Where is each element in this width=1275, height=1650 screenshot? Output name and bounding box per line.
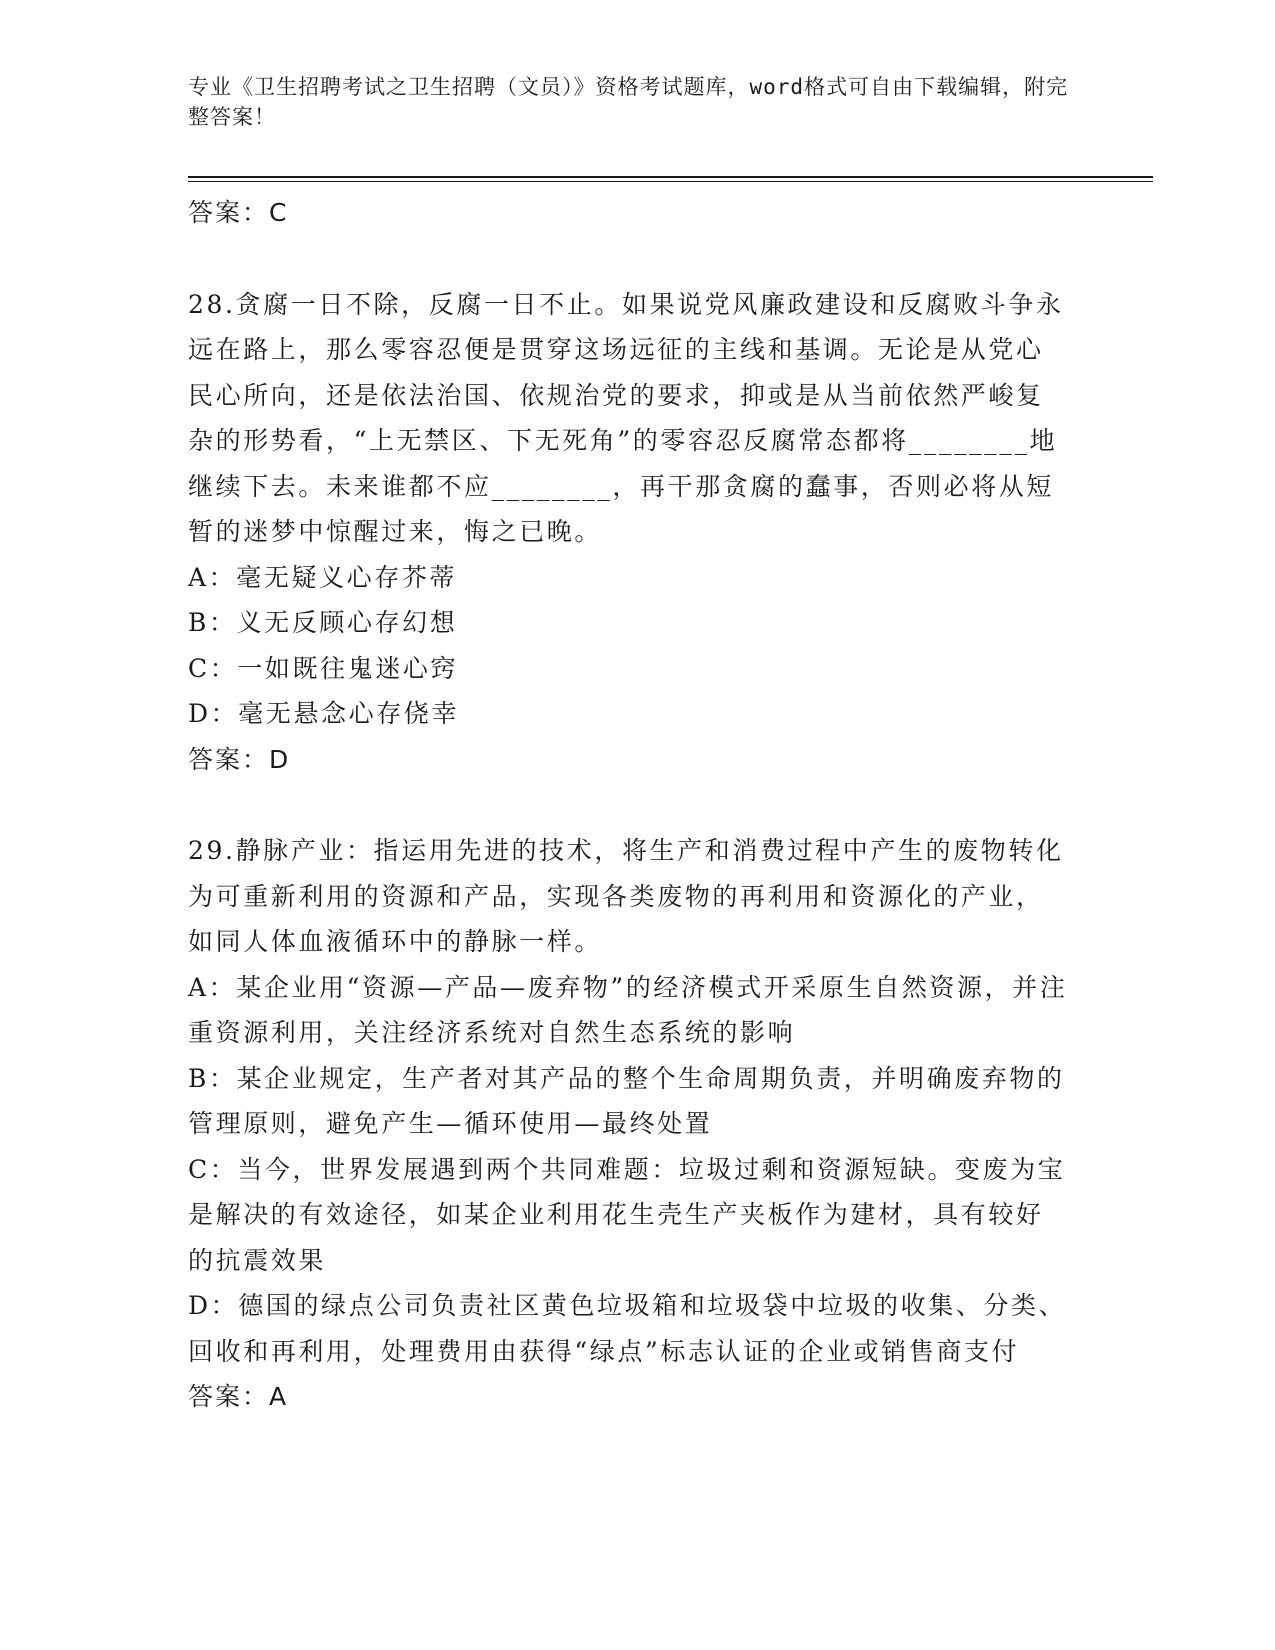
answer-previous: 答案：C: [188, 198, 289, 227]
spacer: [188, 782, 1068, 828]
question-stem: 29.静脉产业：指运用先进的技术，将生产和消费过程中产生的废物转化为可重新利用的资源和产品，实现各类废物的再利用和资源化的产业，如同人体血液循环中的静脉一样。: [188, 836, 1064, 956]
document-body: [188, 190, 1068, 1420]
option-a: A：某企业用“资源—产品—废弃物”的经济模式开采原生自然资源，并注重资源利用，关注经济系统对自然生态系统的影响: [188, 972, 1068, 1047]
option-a: A：毫无疑义心存芥蒂: [188, 562, 458, 592]
option-d: D：毫无悬念心存侥幸: [188, 699, 460, 728]
question-29: [188, 828, 1068, 1420]
page-header: 专业《卫生招聘考试之卫生招聘（文员）》资格考试题库，word格式可自由下载编辑，附完整答案！: [188, 75, 1069, 129]
option-b: B：义无反顾心存幻想: [188, 608, 458, 637]
header-divider-thin: [188, 181, 1153, 182]
answer: 答案：D: [188, 744, 291, 774]
option-c: C：一如既往鬼迷心窍: [188, 653, 459, 683]
answer: 答案：A: [188, 1382, 289, 1411]
question-stem: 28.贪腐一日不除，反腐一日不止。如果说党风廉政建设和反腐败斗争永远在路上，那么零容忍便是贯穿这场远征的主线和基调。无论是从党心民心所向，还是依法治国、依规治党的要求，抑或是从当前依然严峻复杂的形势看，“上无禁区、下无死角”的零容忍反腐常态都将________地继续下去。未来谁都不应________，再干那贪腐的蠢事，否则必将从短暂的迷梦中惊醒过来，悔之已晚。: [188, 289, 1064, 546]
option-c: C：当今，世界发展遇到两个共同难题：垃圾过剩和资源短缺。变废为宝是解决的有效途径，如某企业利用花生壳生产夹板作为建材，具有较好的抗震效果: [188, 1154, 1066, 1275]
spacer: [188, 236, 1068, 282]
header-divider: [188, 176, 1153, 178]
option-b: B：某企业规定，生产者对其产品的整个生命周期负责，并明确废弃物的管理原则，避免产生—循环使用—最终处置: [188, 1063, 1065, 1138]
question-28: [188, 282, 1068, 783]
option-d: D：德国的绿点公司负责社区黄色垃圾箱和垃圾袋中垃圾的收集、分类、回收和再利用，处理费用由获得“绿点”标志认证的企业或销售商支付: [188, 1291, 1067, 1366]
